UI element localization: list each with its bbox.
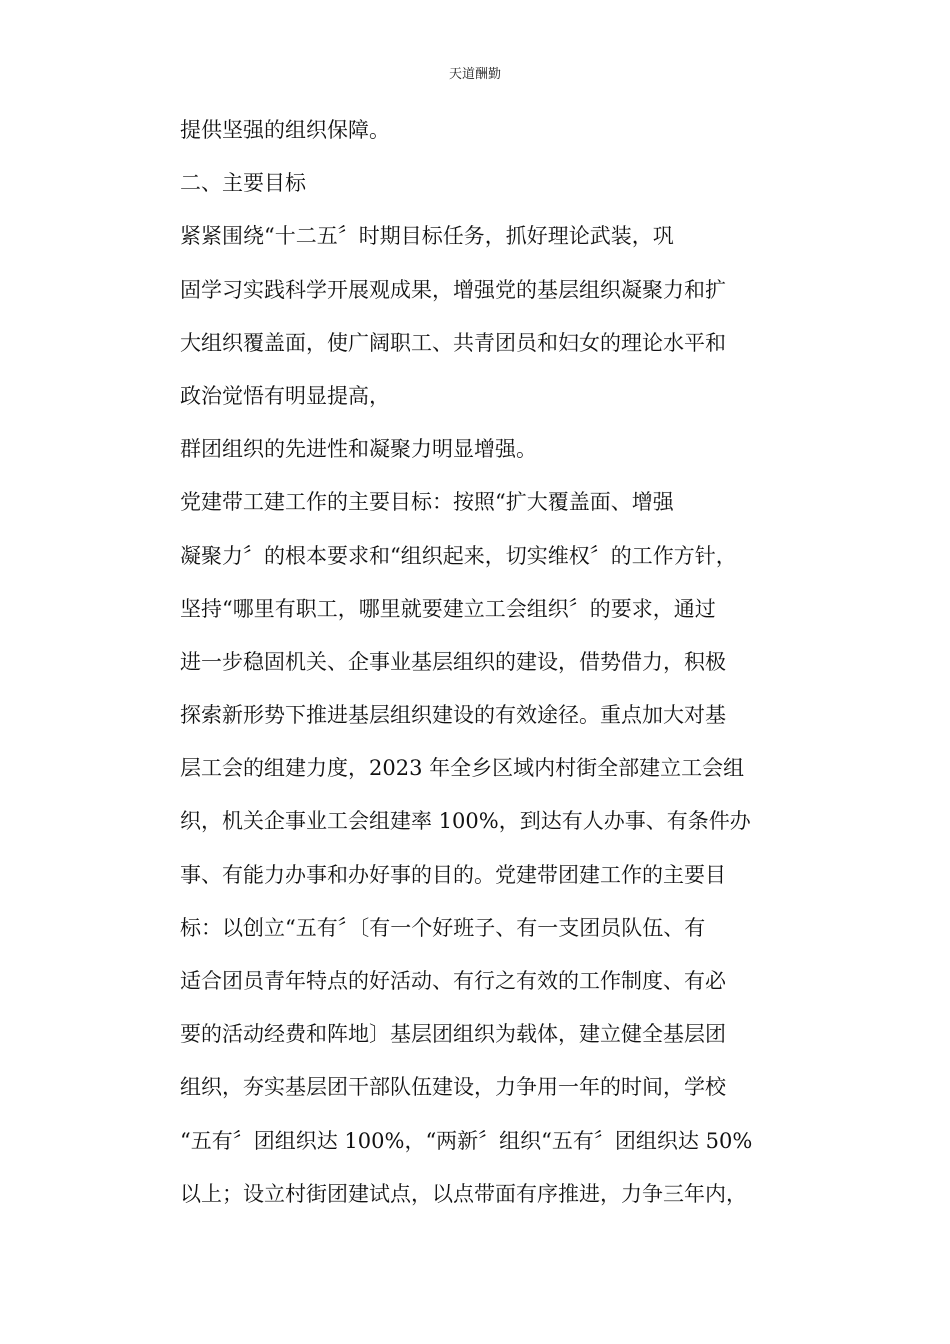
text-line: 坚持“哪里有职工，哪里就要建立工会组织〞的要求，通过 <box>180 596 716 621</box>
text-line: 组织，夯实基层团干部队伍建设，力争用一年的时间，学校 <box>180 1075 726 1100</box>
text-line: 要的活动经费和阵地〕基层团组织为载体，建立健全基层团 <box>180 1022 726 1047</box>
text-line: 探索新形势下推进基层组织建设的有效途径。重点加大对基 <box>180 703 726 728</box>
text-line: 进一步稳固机关、企事业基层组织的建设，借势借力，积极 <box>180 649 726 674</box>
section-heading: 二、主要目标 <box>180 171 306 196</box>
document-body <box>180 110 780 1227</box>
text-line: 织，机关企事业工会组建率 100%，到达有人办事、有条件办 <box>180 809 751 834</box>
text-line: 群团组织的先进性和凝聚力明显增强。 <box>180 437 537 462</box>
text-line: 凝聚力〞的根本要求和“组织起来，切实维权〞的工作方针， <box>180 543 737 568</box>
text-line: 标：以创立“五有〞〔有一个好班子、有一支团员队伍、有 <box>180 915 706 940</box>
text-line: 党建带工建工作的主要目标：按照“扩大覆盖面、增强 <box>180 490 674 515</box>
text-line: 大组织覆盖面，使广阔职工、共青团员和妇女的理论水平和 <box>180 330 726 355</box>
text-line: 层工会的组建力度，2023 年全乡区域内村街全部建立工会组 <box>180 756 745 781</box>
page-header: 天道酬勤 <box>448 67 501 82</box>
text-line: 以上；设立村街团建试点，以点带面有序推进，力争三年内， <box>180 1181 747 1206</box>
text-line: 紧紧围绕“十二五〞时期目标任务，抓好理论武装，巩 <box>180 224 674 249</box>
text-line: “五有〞团组织达 100%，“两新〞组织“五有〞团组织达 50% <box>180 1128 753 1153</box>
text-line: 适合团员青年特点的好活动、有行之有效的工作制度、有必 <box>180 969 726 993</box>
text-line: 政治觉悟有明显提高， <box>180 383 390 408</box>
text-line: 提供坚强的组织保障。 <box>180 118 390 142</box>
text-line: 事、有能力办事和办好事的目的。党建带团建工作的主要目 <box>180 862 726 887</box>
text-line: 固学习实践科学开展观成果，增强党的基层组织凝聚力和扩 <box>180 277 726 302</box>
